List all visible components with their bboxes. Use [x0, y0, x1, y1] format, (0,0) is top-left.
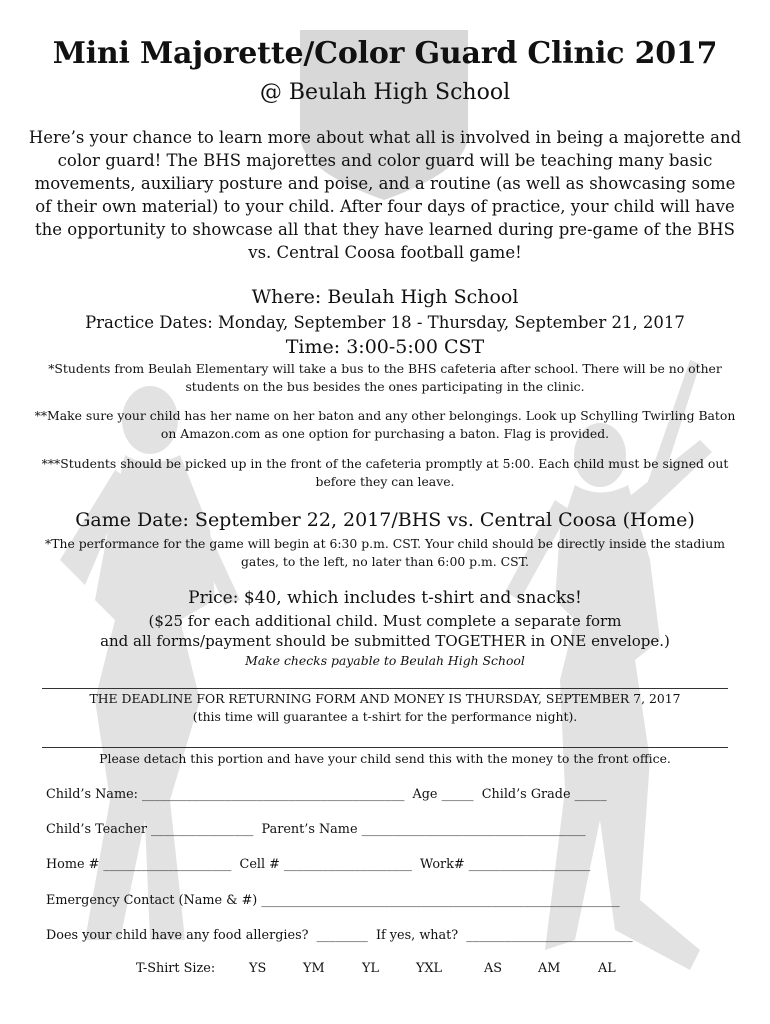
price-heading: Price: $40, which includes t-shirt and snacks!: [188, 588, 582, 608]
price-details: [0, 611, 770, 651]
phone-row[interactable]: Home # ____________________ Cell # ____________________ Work# ___________________: [46, 857, 591, 872]
deadline-line: THE DEADLINE FOR RETURNING FORM AND MONEY IS THURSDAY, SEPTEMBER 7, 2017: [89, 691, 681, 706]
allergies-row[interactable]: Does your child have any food allergies? ________ If yes, what? __________________________: [46, 928, 633, 943]
practice-time: Time: 3:00-5:00 CST: [285, 336, 485, 358]
tshirt-size-option[interactable]: YL: [362, 961, 379, 976]
tshirt-size-option[interactable]: AM: [538, 961, 561, 976]
pickup-note: ***Students should be picked up in the front of the cafeteria promptly at 5:00. Each child must be signed out before they can leave.: [41, 456, 729, 489]
bus-note: *Students from Beulah Elementary will take a bus to the BHS cafeteria after school. There will be no other students on the bus besides the ones participating in the clinic.: [48, 361, 722, 394]
emergency-contact-row[interactable]: Emergency Contact (Name & #) ________________________________________________________: [46, 893, 620, 908]
price-details-line: and all forms/payment should be submitted TOGETHER in ONE envelope.): [100, 632, 670, 650]
game-note: *The performance for the game will begin at 6:30 p.m. CST. Your child should be directly inside the stadium gates, to the left, no later than 6:00 p.m. CST.: [45, 536, 725, 569]
tshirt-size-option[interactable]: AL: [598, 961, 616, 976]
tshirt-size-option[interactable]: YXL: [416, 961, 443, 976]
deadline-line: (this time will guarantee a t-shirt for the performance night).: [192, 709, 578, 724]
game-date-heading: Game Date: September 22, 2017/BHS vs. Central Coosa (Home): [75, 509, 695, 531]
intro-paragraph: Here’s your chance to learn more about what all is involved in being a majorette and color guard! The BHS majorettes and color guard will be teaching many basic movements, auxiliary posture and poise, and a routine (as well as showcasing some of their own material) to your child. After four days of practice, your child will have the opportunity to showcase all that they have learned during pre-game of the BHS vs. Central Coosa football game!: [28, 128, 742, 262]
detach-instruction: Please detach this portion and have your child send this with the money to the front office.: [99, 751, 671, 766]
tshirt-size-label: T-Shirt Size:: [136, 961, 216, 976]
page-title: Mini Majorette/Color Guard Clinic 2017: [52, 36, 718, 71]
tshirt-size-option[interactable]: YS: [249, 961, 267, 976]
practice-dates: Practice Dates: Monday, September 18 - Thursday, September 21, 2017: [85, 313, 685, 332]
tshirt-size-option[interactable]: AS: [484, 961, 503, 976]
baton-note: **Make sure your child has her name on her baton and any other belongings. Look up Schylling Twirling Baton on Amazon.com as one option for purchasing a baton. Flag is provided.: [34, 408, 736, 441]
deadline-notice: [0, 690, 770, 726]
price-details-line: ($25 for each additional child. Must complete a separate form: [148, 612, 622, 630]
teacher-parent-row[interactable]: Child’s Teacher ________________ Parent’s Name ___________________________________: [46, 822, 586, 837]
location-heading: Where: Beulah High School: [251, 286, 519, 308]
divider-line: [42, 688, 728, 689]
detach-line: [42, 747, 728, 748]
tshirt-size-option[interactable]: YM: [303, 961, 325, 976]
page-subtitle: @ Beulah High School: [259, 80, 511, 105]
child-name-row[interactable]: Child’s Name: _________________________________________ Age _____ Child’s Grade _____: [46, 787, 607, 802]
checks-payable-note: Make checks payable to Beulah High School: [245, 653, 525, 668]
